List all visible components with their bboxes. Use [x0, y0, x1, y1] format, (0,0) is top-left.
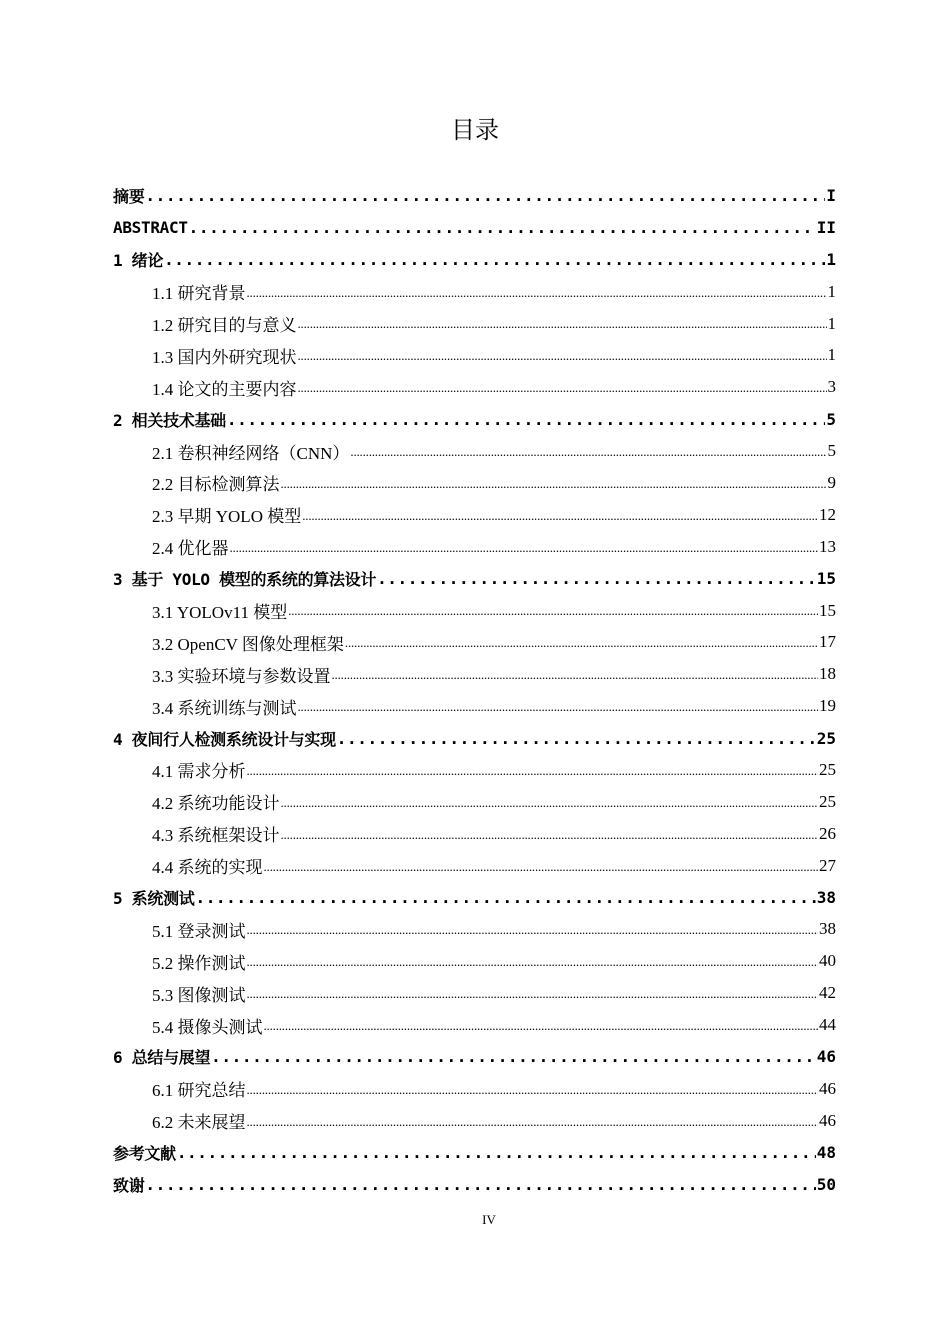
- toc-page-number: 1: [827, 281, 836, 301]
- toc-page-number: I: [826, 186, 836, 206]
- toc-dot-leader: [145, 186, 825, 205]
- toc-entry-title: 2 相关技术基础: [113, 410, 226, 430]
- toc-page-number: 42: [819, 983, 836, 1003]
- toc-chapter-entry[interactable]: [113, 212, 836, 244]
- toc-entry-title: 3.1 YOLOv11 模型: [152, 603, 288, 623]
- toc-section-entry[interactable]: [113, 339, 836, 371]
- toc-page-number: 17: [819, 632, 836, 652]
- toc-entry-title: 2.3 早期 YOLO 模型: [152, 507, 302, 527]
- toc-page-number: 46: [819, 1078, 836, 1098]
- toc-entry-title: 4 夜间行人检测系统设计与实现: [113, 729, 336, 749]
- toc-entry-title: 4.4 系统的实现: [152, 858, 263, 878]
- toc-chapter-entry[interactable]: [113, 563, 836, 595]
- toc-entry-title: 5.1 登录测试: [152, 921, 246, 941]
- toc-dot-leader: [247, 922, 819, 945]
- toc-section-entry[interactable]: [113, 1009, 836, 1041]
- toc-dot-leader: [164, 250, 825, 269]
- toc-section-entry[interactable]: [113, 499, 836, 531]
- toc-entry-title: 5 系统测试: [113, 889, 195, 909]
- toc-dot-leader: [288, 603, 818, 626]
- toc-entry-title: 2.1 卷积神经网络（CNN）: [152, 443, 350, 463]
- toc-entry-title: 2.2 目标检测算法: [152, 475, 280, 495]
- toc-section-entry[interactable]: [113, 308, 836, 340]
- toc-dot-leader: [230, 540, 819, 563]
- toc-dot-leader: [281, 827, 819, 850]
- toc-entry-title: 3.2 OpenCV 图像处理框架: [152, 634, 344, 654]
- toc-section-entry[interactable]: [113, 1105, 836, 1137]
- toc-page-number: 40: [819, 951, 836, 971]
- toc-chapter-entry[interactable]: [113, 722, 836, 754]
- page-number-footer: IV: [482, 1212, 496, 1227]
- toc-dot-leader: [337, 729, 816, 748]
- toc-entry-title: 1 绪论: [113, 251, 164, 271]
- toc-page-number: 3: [827, 377, 836, 397]
- toc-section-entry[interactable]: [113, 818, 836, 850]
- toc-entry-title: 3.3 实验环境与参数设置: [152, 666, 331, 686]
- toc-page-number: 13: [819, 536, 836, 556]
- toc-dot-leader: [264, 1018, 819, 1041]
- toc-section-entry[interactable]: [113, 945, 836, 977]
- toc-entry-title: 4.2 系统功能设计: [152, 794, 280, 814]
- toc-page-number: 18: [819, 664, 836, 684]
- toc-page-number: 9: [827, 472, 836, 492]
- toc-section-entry[interactable]: [113, 754, 836, 786]
- toc-chapter-entry[interactable]: [113, 180, 836, 212]
- toc-page-number: 5: [827, 441, 836, 461]
- toc-page-number: 38: [816, 888, 836, 908]
- toc-section-entry[interactable]: [113, 786, 836, 818]
- toc-section-entry[interactable]: [113, 913, 836, 945]
- toc-dot-leader: [281, 795, 819, 818]
- toc-dot-leader: [298, 699, 819, 722]
- toc-entry-title: 6.1 研究总结: [152, 1081, 246, 1101]
- toc-page-number: 48: [816, 1143, 836, 1163]
- toc-dot-leader: [247, 986, 819, 1009]
- toc-section-entry[interactable]: [113, 977, 836, 1009]
- toc-entry-title: 参考文献: [113, 1144, 176, 1164]
- toc-entry-title: 1.4 论文的主要内容: [152, 379, 297, 399]
- toc-dot-leader: [145, 1175, 815, 1194]
- toc-dot-leader: [298, 316, 827, 339]
- toc-entry-title: 摘要: [113, 187, 145, 207]
- toc-chapter-entry[interactable]: [113, 244, 836, 276]
- toc-section-entry[interactable]: [113, 595, 836, 627]
- toc-dot-leader: [177, 1143, 816, 1162]
- toc-entry-title: 3 基于 YOLO 模型的系统的算法设计: [113, 570, 377, 590]
- toc-section-entry[interactable]: [113, 658, 836, 690]
- toc-page-number: 15: [816, 569, 836, 589]
- toc-chapter-entry[interactable]: [113, 1041, 836, 1073]
- toc-dot-leader: [298, 380, 827, 403]
- toc-page-number: 46: [816, 1047, 836, 1067]
- toc-page-number: 25: [819, 759, 836, 779]
- toc-dot-leader: [195, 888, 815, 907]
- toc-dot-leader: [281, 476, 827, 499]
- table-of-contents: [113, 180, 836, 1201]
- toc-dot-leader: [247, 1114, 819, 1137]
- toc-section-entry[interactable]: [113, 371, 836, 403]
- toc-entry-title: 致谢: [113, 1176, 145, 1196]
- toc-page-number: II: [816, 218, 836, 238]
- toc-page-number: 25: [816, 728, 836, 748]
- toc-section-entry[interactable]: [113, 1073, 836, 1105]
- toc-section-entry[interactable]: [113, 435, 836, 467]
- toc-dot-leader: [350, 444, 826, 467]
- toc-entry-title: 3.4 系统训练与测试: [152, 698, 297, 718]
- toc-section-entry[interactable]: [113, 276, 836, 308]
- toc-dot-leader: [247, 285, 827, 308]
- toc-dot-leader: [247, 954, 819, 977]
- toc-page-number: 50: [816, 1175, 836, 1195]
- toc-entry-title: 1.1 研究背景: [152, 284, 246, 304]
- toc-page-number: 46: [819, 1110, 836, 1130]
- toc-section-entry[interactable]: [113, 531, 836, 563]
- toc-entry-title: 5.4 摄像头测试: [152, 1017, 263, 1037]
- toc-entry-title: 1.2 研究目的与意义: [152, 316, 297, 335]
- toc-page-number: 44: [819, 1015, 836, 1035]
- toc-section-entry[interactable]: [113, 626, 836, 658]
- toc-page-number: 15: [819, 600, 836, 620]
- toc-entry-title: 6.2 未来展望: [152, 1113, 246, 1133]
- toc-page-number: 25: [819, 791, 836, 811]
- toc-entry-title: 2.4 优化器: [152, 539, 229, 559]
- toc-entry-title: 5.3 图像测试: [152, 985, 246, 1005]
- toc-chapter-entry[interactable]: [113, 403, 836, 435]
- toc-page-number: 1: [827, 345, 836, 365]
- toc-dot-leader: [332, 667, 819, 690]
- toc-dot-leader: [211, 1047, 816, 1066]
- toc-chapter-entry[interactable]: [113, 1169, 836, 1201]
- toc-page-number: 26: [819, 823, 836, 843]
- toc-entry-title: 4.3 系统框架设计: [152, 826, 280, 846]
- toc-dot-leader: [227, 410, 825, 429]
- toc-dot-leader: [302, 508, 818, 531]
- toc-entry-title: ABSTRACT: [113, 218, 188, 238]
- toc-page-number: 5: [826, 409, 836, 429]
- toc-dot-leader: [189, 218, 816, 237]
- toc-page-number: 1: [826, 250, 836, 270]
- toc-page-number: 1: [827, 313, 836, 333]
- toc-section-entry[interactable]: [113, 467, 836, 499]
- toc-entry-title: 6 总结与展望: [113, 1048, 211, 1068]
- toc-dot-leader: [264, 859, 819, 882]
- toc-dot-leader: [298, 348, 827, 371]
- toc-page-number: 27: [819, 855, 836, 875]
- toc-section-entry[interactable]: [113, 850, 836, 882]
- toc-page-number: 19: [819, 696, 836, 716]
- toc-page-number: 38: [819, 919, 836, 939]
- toc-chapter-entry[interactable]: [113, 1137, 836, 1169]
- toc-dot-leader: [345, 635, 818, 658]
- toc-entry-title: 5.2 操作测试: [152, 953, 246, 973]
- toc-entry-title: 4.1 需求分析: [152, 762, 246, 782]
- page-title: 目录: [451, 116, 499, 144]
- toc-dot-leader: [377, 569, 816, 588]
- toc-page-number: 12: [819, 504, 836, 524]
- toc-chapter-entry[interactable]: [113, 882, 836, 914]
- toc-section-entry[interactable]: [113, 690, 836, 722]
- toc-dot-leader: [247, 1082, 819, 1105]
- toc-dot-leader: [247, 763, 819, 786]
- toc-entry-title: 1.3 国内外研究现状: [152, 347, 297, 367]
